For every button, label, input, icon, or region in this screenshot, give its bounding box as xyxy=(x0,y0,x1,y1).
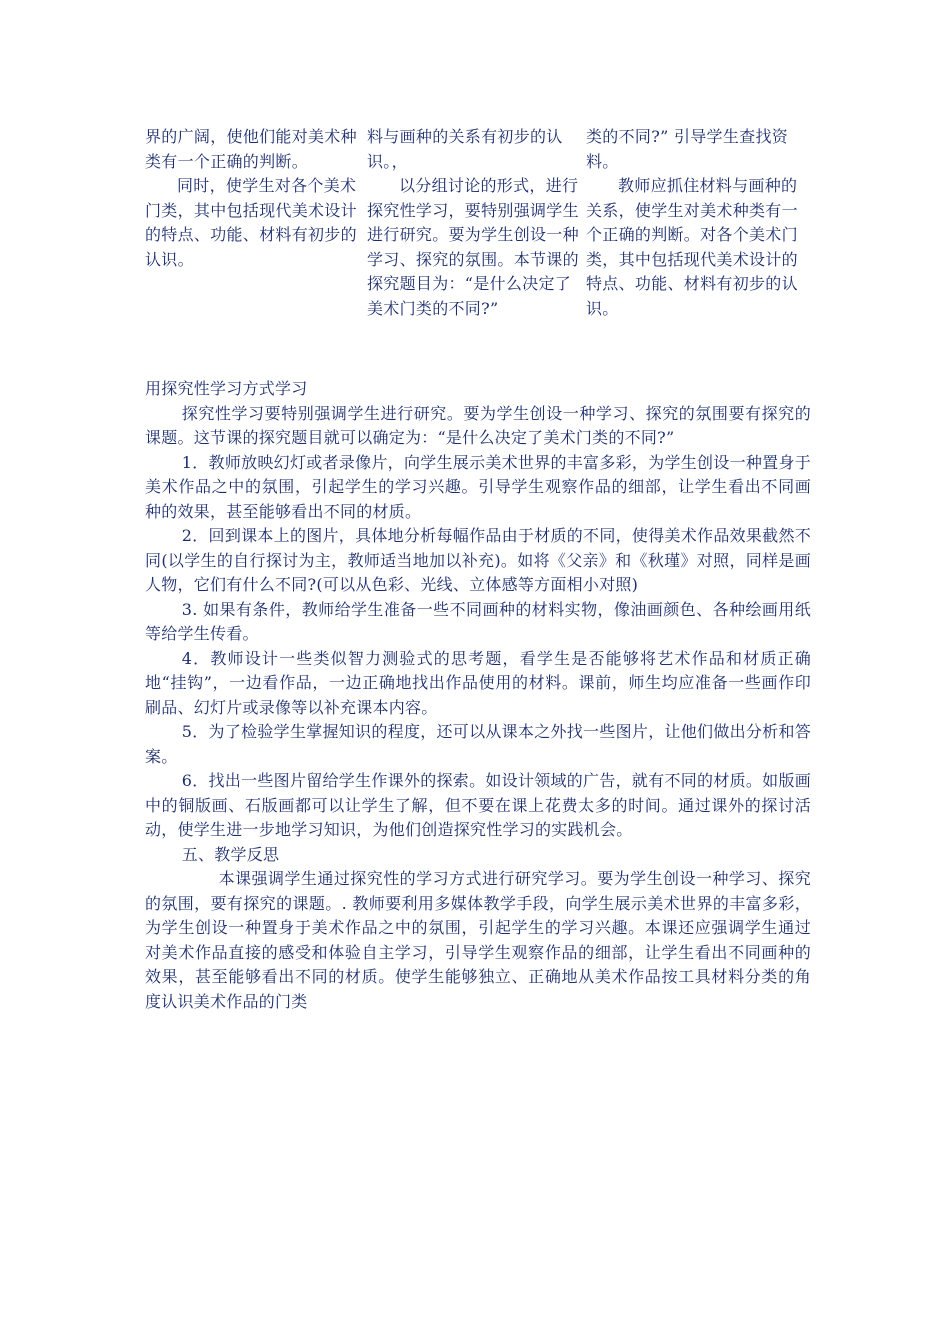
intro-paragraph: 探究性学习要特别强调学生进行研究。要为学生创设一种学习、探究的氛围要有探究的课题。这节课的探究题目就可以确定为：“是什么决定了美术门类的不同?” xyxy=(145,403,811,447)
column-3-paragraph-1: 类的不同?” 引导学生查找资料。 xyxy=(586,127,789,171)
list-item-3: 3. 如果有条件，教师给学生准备一些不同画种的材料实物，像油画颜色、各种绘画用纸等给学生传看。 xyxy=(145,599,811,643)
column-3-paragraph-2: 教师应抓住材料与画种的关系，使学生对美术种类有一个正确的判断。对各个美术门类，其中包括现代美术设计的特点、功能、材料有初步的认识。 xyxy=(586,176,798,318)
column-2-paragraph-2: 以分组讨论的形式，进行探究性学习，要特别强调学生进行研究。要为学生创设一种学习、探究的氛围。本节课的探究题目为：“是什么决定了美术门类的不同?” xyxy=(367,176,579,318)
column-1-paragraph-1: 界的广阔，使他们能对美术种类有一个正确的判断。 xyxy=(145,127,357,171)
column-1-paragraph-2: 同时，使学生对各个美术门类，其中包括现代美术设计的特点、功能、材料有初步的认识。 xyxy=(145,176,357,269)
section-heading: 用探究性学习方式学习 xyxy=(145,379,308,398)
list-item-6: 6．找出一些图片留给学生作课外的探索。如设计领域的广告，就有不同的材质。如版画中的铜版画、石版画都可以让学生了解，但不要在课上花费太多的时间。通过课外的探讨活动，使学生进一步地学习知识，为他们创造探究性学习的实践机会。 xyxy=(145,771,811,839)
section-5-heading: 五、教学反思 xyxy=(181,844,280,864)
list-item-2: 2．回到课本上的图片，具体地分析每幅作品由于材质的不同，使得美术作品效果截然不同(以学生的自行探讨为主，教师适当地加以补充)。如将《父亲》和《秋瑾》对照，同样是画人物，它们有什么不同?(可以从色彩、光线、立体感等方面相小对照) xyxy=(145,526,811,594)
main-text xyxy=(145,377,811,1014)
list-item-1: 1．教师放映幻灯或者录像片，向学生展示美术世界的丰富多彩，为学生创设一种置身于美术作品之中的氛围，引起学生的学习兴趣。引导学生观察作品的细部，让学生看出不同画种的效果，甚至能够看出不同的材质。 xyxy=(145,452,811,521)
list-item-5: 5．为了检验学生掌握知识的程度，还可以从课本之外找一些图片，让他们做出分析和答案。 xyxy=(145,722,811,766)
table-column-1 xyxy=(145,125,363,272)
column-2-paragraph-1: 料与画种的关系有初步的认识。， xyxy=(367,127,563,171)
list-item-4: 4．教师设计一些类似智力测验式的思考题，看学生是否能够将艺术作品和材质正确地“挂钩”，一边看作品，一边正确地找出作品使用的材料。课前，师生均应准备一些画作印刷品、幻灯片或录像等以补充课本内容。 xyxy=(145,648,811,717)
table-column-3 xyxy=(586,125,812,321)
reflection-paragraph: 本课强调学生通过探究性的学习方式进行研究学习。要为学生创设一种学习、探究的氛围，要有探究的课题。. 教师要利用多媒体教学手段，向学生展示美术世界的丰富多彩，为学生创设一种置身于美术作品之中的氛围，引起学生的学习兴趣。本课还应强调学生通过对美术作品直接的感受和体验自主学习，引导学生观察作品的细部，让学生看出不同画种的效果，甚至能够看出不同的材质。使学生能够独立、正确地从美术作品按工具材料分类的角度认识美术作品的门类 xyxy=(145,869,811,1011)
table-column-2 xyxy=(367,125,581,321)
